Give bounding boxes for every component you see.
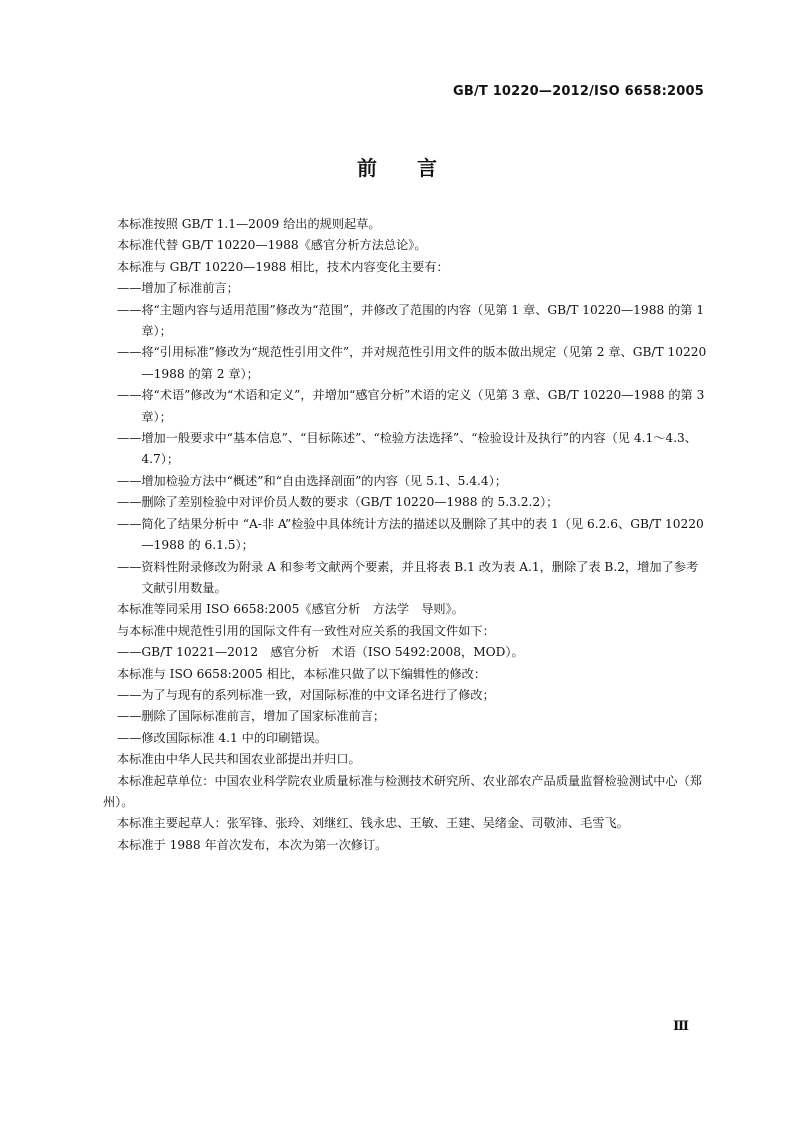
- paragraph: 本标准主要起草人：张军锋、张玲、刘继红、钱永忠、王敏、王建、吴绪金、司敬沛、毛雪飞。: [117, 816, 629, 831]
- dash-mark: ——: [117, 495, 142, 510]
- list-item: [117, 342, 707, 385]
- list-item: [117, 642, 707, 663]
- list-item: [117, 492, 707, 513]
- standard-header: GB/T 10220—2012/ISO 6658:2005: [452, 84, 704, 99]
- list-item: [117, 428, 707, 471]
- dash-mark: ——: [117, 302, 142, 317]
- list-item-text: 资料性附录修改为附录 A 和参考文献两个要素，并且将表 B.1 改为表 A.1，删除了表 B.2，增加了参考文献引用数量。: [141, 559, 699, 595]
- list-item-text: 将“主题内容与适用范围”修改为“范围”，并修改了范围的内容（见第 1 章、GB/T 10220—1988 的第 1 章）；: [141, 302, 705, 339]
- list-item: [117, 385, 707, 428]
- list-item-text: 将“引用标准”修改为“规范性引用文件”，并对规范性引用文件的版本做出规定（见第 2 章、GB/T 10220—1988 的第 2 章）；: [141, 345, 707, 381]
- list-item-text: 增加了标准前言；: [141, 281, 239, 296]
- paragraph: 本标准按照 GB/T 1.1—2009 给出的规则起草。: [117, 217, 381, 231]
- paragraph: 本标准等同采用 ISO 6658:2005《感官分析 方法学 导则》。: [117, 602, 464, 617]
- paragraph: 本标准代替 GB/T 10220—1988《感官分析方法总论》。: [117, 238, 427, 253]
- list-item-text: 修改国际标准 4.1 中的印刷错误。: [141, 730, 327, 745]
- foreword-body: [103, 214, 707, 856]
- dash-mark: ——: [117, 559, 142, 574]
- list-item-text: 增加一般要求中“基本信息”、“目标陈述”、“检验方法选择”、“检验设计及执行”的内容（见 4.1～4.3、4.7）；: [141, 431, 697, 467]
- list-item: [117, 300, 707, 343]
- dash-mark: ——: [117, 516, 142, 531]
- dash-mark: ——: [117, 431, 142, 446]
- list-item: [117, 728, 707, 749]
- list-item-text: 增加检验方法中“概述”和“自由选择剖面”的内容（见 5.1、5.4.4）；: [141, 473, 507, 488]
- list-item-text: 将“术语”修改为“术语和定义”，并增加“感官分析”术语的定义（见第 3 章、GB/T 10220—1988 的第 3 章）；: [141, 388, 705, 424]
- page-number: Ⅲ: [673, 1019, 689, 1034]
- list-item: [117, 685, 707, 706]
- list-item-text: 为了与现有的系列标准一致，对国际标准的中文译名进行了修改；: [141, 687, 495, 702]
- list-item-text: 删除了差别检验中对评价员人数的要求（GB/T 10220—1988 的 5.3.2.2）；: [141, 495, 559, 510]
- list-item: [117, 471, 707, 492]
- dash-mark: ——: [117, 687, 142, 702]
- list-item: [117, 706, 707, 727]
- list-item-text: 删除了国际标准前言，增加了国家标准前言；: [141, 709, 386, 724]
- dash-mark: ——: [117, 473, 142, 488]
- paragraph: 本标准与 GB/T 10220—1988 相比，技术内容变化主要有：: [117, 259, 449, 274]
- page-title: 前 言: [357, 156, 437, 180]
- dash-mark: ——: [117, 730, 142, 745]
- dash-mark: ——: [117, 345, 142, 360]
- list-item: [117, 278, 707, 299]
- list-item-text: 简化了结果分析中 “A-非 A”检验中具体统计方法的描述以及删除了其中的表 1（见 6.2.6、GB/T 10220—1988 的 6.1.5）；: [141, 516, 704, 553]
- list-item: [117, 514, 707, 557]
- list-item-text: GB/T 10221—2012 感官分析 术语（ISO 5492:2008，MOD）。: [141, 645, 524, 660]
- paragraph: 本标准起草单位：中国农业科学院农业质量标准与检测技术研究所、农业部农产品质量监督检验测试中心（郑州）。: [103, 773, 702, 809]
- list-item: [117, 557, 707, 600]
- paragraph: 本标准由中华人民共和国农业部提出并归口。: [117, 752, 361, 767]
- dash-mark: ——: [117, 281, 142, 296]
- dash-mark: ——: [117, 709, 142, 724]
- dash-mark: ——: [117, 388, 142, 403]
- dash-mark: ——: [117, 645, 142, 660]
- paragraph: 本标准与 ISO 6658:2005 相比，本标准只做了以下编辑性的修改：: [117, 666, 487, 681]
- paragraph: 本标准于 1988 年首次发布，本次为第一次修订。: [117, 837, 388, 852]
- paragraph: 与本标准中规范性引用的国际文件有一致性对应关系的我国文件如下：: [117, 623, 495, 638]
